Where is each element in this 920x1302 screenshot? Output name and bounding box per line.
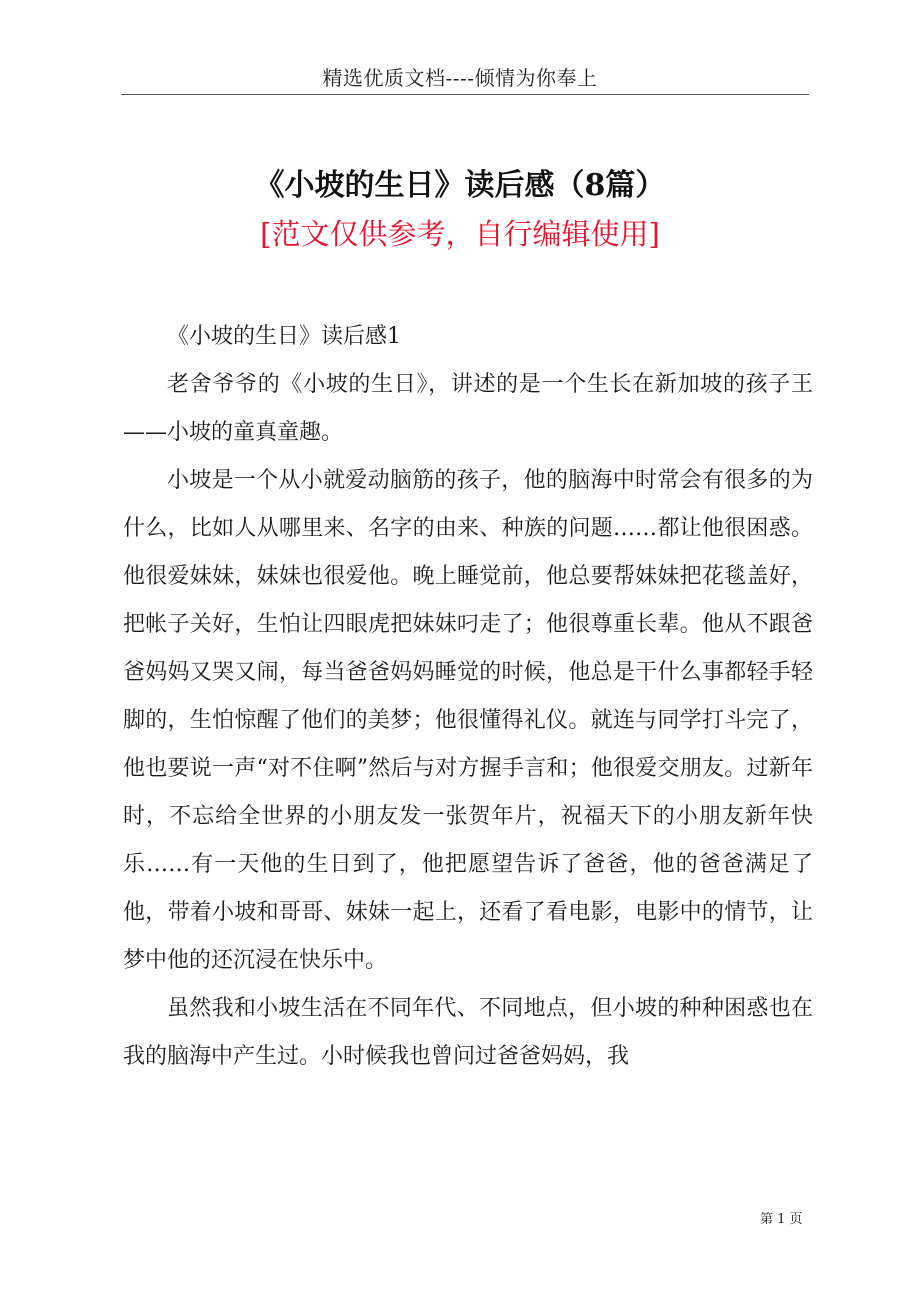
document-title: 《小坡的生日》读后感（8篇） xyxy=(254,168,666,203)
document-body xyxy=(123,313,813,1081)
document-subtitle: [范文仅供参考，自行编辑使用] xyxy=(260,217,660,251)
header-divider xyxy=(121,94,809,95)
running-header: 精选优质文档----倾情为你奉上 xyxy=(322,66,598,90)
section-heading: 《小坡的生日》读后感1 xyxy=(167,324,401,349)
body-paragraph: 老舍爷爷的《小坡的生日》，讲述的是一个生长在新加坡的孩子王——小坡的童真童趣。 xyxy=(123,372,813,445)
body-paragraph: 虽然我和小坡生活在不同年代、不同地点，但小坡的种种困惑也在我的脑海中产生过。小时候我也曾问过爸爸妈妈，我 xyxy=(123,996,813,1069)
page-number: 第 1 页 xyxy=(760,1212,803,1227)
body-paragraph: 小坡是一个从小就爱动脑筋的孩子，他的脑海中时常会有很多的为什么，比如人从哪里来、名字的由来、种族的问题……都让他很困惑。他很爱妹妹，妹妹也很爱他。晚上睡觉前，他总要帮妹妹把花毯盖好，把帐子关好，生怕让四眼虎把妹妹叼走了；他很尊重长辈。他从不跟爸爸妈妈又哭又闹，每当爸爸妈妈睡觉的时候，他总是干什么事都轻手轻脚的，生怕惊醒了他们的美梦；他很懂得礼仪。就连与同学打斗完了，他也要说一声“对不住啊”然后与对方握手言和；他很爱交朋友。过新年时，不忘给全世界的小朋友发一张贺年片，祝福天下的小朋友新年快乐……有一天他的生日到了，他把愿望告诉了爸爸，他的爸爸满足了他，带着小坡和哥哥、妹妹一起上，还看了看电影，电影中的情节，让梦中他的还沉浸在快乐中。 xyxy=(123,468,813,973)
